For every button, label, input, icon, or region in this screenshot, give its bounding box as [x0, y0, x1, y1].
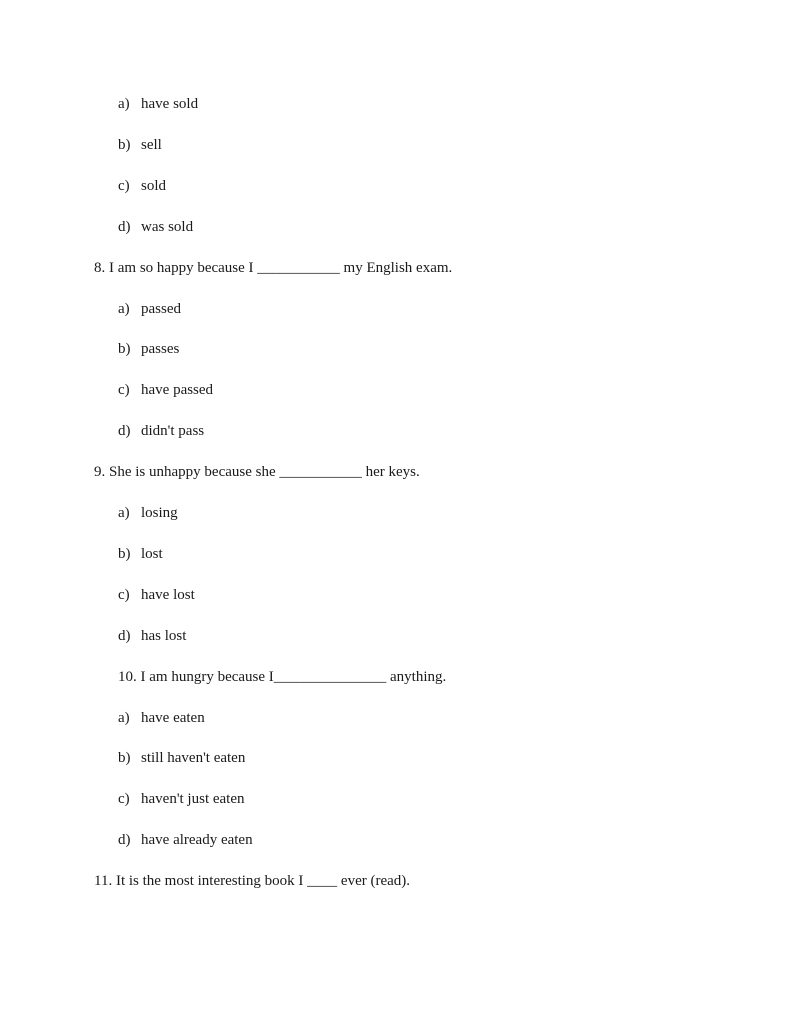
option-letter: b)	[118, 750, 131, 767]
answer-option	[118, 135, 162, 155]
answer-option	[118, 503, 178, 523]
answer-option	[118, 544, 163, 564]
option-letter: b)	[118, 545, 131, 562]
option-text: passed	[141, 300, 181, 317]
answer-option	[118, 94, 198, 114]
answer-option	[118, 585, 195, 605]
option-letter: c)	[118, 177, 130, 194]
option-letter: d)	[118, 832, 131, 849]
option-text: didn't pass	[141, 423, 205, 440]
option-letter: b)	[118, 136, 131, 153]
answer-option	[118, 176, 166, 196]
option-text: sell	[141, 136, 162, 153]
option-letter: b)	[118, 341, 131, 358]
option-text: has lost	[141, 627, 187, 644]
answer-option	[118, 789, 245, 809]
option-text: have eaten	[141, 709, 205, 726]
option-letter: a)	[118, 96, 130, 112]
option-letter: a)	[118, 300, 130, 317]
option-letter: d)	[118, 423, 131, 440]
option-letter: d)	[118, 218, 131, 235]
option-text: was sold	[141, 218, 194, 235]
option-letter: c)	[118, 586, 130, 603]
answer-option	[118, 299, 181, 319]
option-text: sold	[141, 177, 167, 194]
option-text: have already eaten	[141, 832, 253, 849]
answer-option	[118, 421, 204, 441]
option-text: have passed	[141, 382, 214, 399]
option-text: have lost	[141, 586, 195, 603]
question-text: 11. It is the most interesting book I ____ ever (read).	[94, 873, 411, 890]
answer-option	[118, 217, 193, 237]
option-text: lost	[141, 545, 163, 562]
answer-option	[118, 380, 213, 400]
option-text: haven't just eaten	[141, 791, 245, 808]
question-text: 9. She is unhappy because she ___________ her keys.	[94, 464, 420, 481]
option-text: losing	[141, 505, 178, 521]
option-letter: a)	[118, 505, 130, 521]
answer-option	[118, 830, 253, 850]
option-letter: c)	[118, 791, 130, 808]
option-text: still haven't eaten	[141, 750, 246, 767]
answer-option	[118, 626, 186, 646]
option-letter: a)	[118, 709, 130, 726]
option-letter: d)	[118, 627, 131, 644]
option-text: have sold	[141, 96, 199, 112]
question-text: 10. I am hungry because I_______________ anything.	[118, 668, 447, 685]
answer-option	[118, 339, 179, 359]
question-text: 8. I am so happy because I ___________ my English exam.	[94, 259, 453, 276]
option-letter: c)	[118, 382, 130, 399]
answer-option	[118, 708, 205, 728]
option-text: passes	[141, 341, 180, 358]
answer-option	[118, 748, 245, 768]
